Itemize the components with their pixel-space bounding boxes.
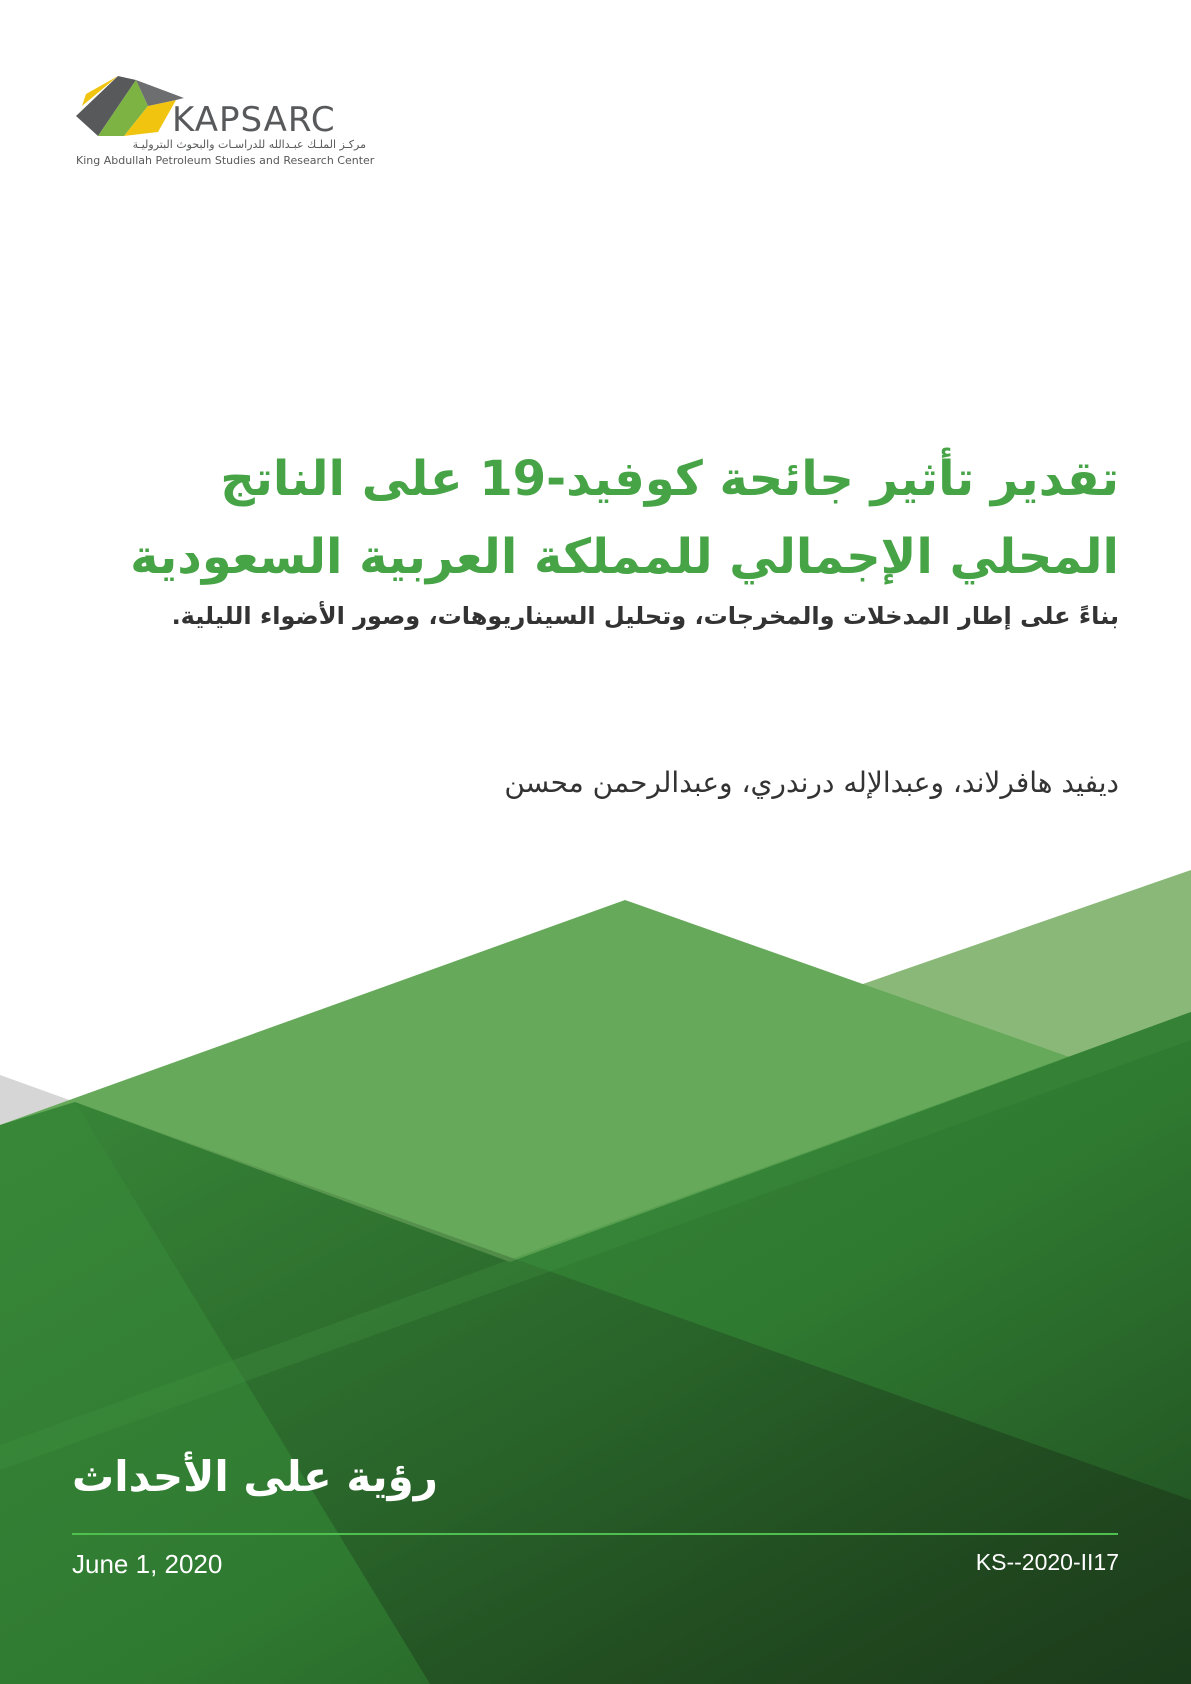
logo-english-name: King Abdullah Petroleum Studies and Research Center bbox=[76, 154, 375, 167]
report-title-line-2: المحلي الإجمالي للمملكة العربية السعودية bbox=[130, 529, 1119, 585]
report-subtitle: بناءً على إطار المدخلات والمخرجات، وتحليل السيناريوهات، وصور الأضواء الليلية. bbox=[171, 602, 1119, 630]
footer-divider bbox=[72, 1533, 1118, 1535]
series-name: رؤية على الأحداث bbox=[72, 1452, 438, 1501]
logo-arabic-name: مركـز الملـك عبـدالله للدراسـات والبحوث البتروليـة bbox=[132, 138, 366, 151]
report-title bbox=[59, 440, 1119, 596]
publication-date: June 1, 2020 bbox=[72, 1549, 223, 1579]
document-id: KS--2020-II17 bbox=[975, 1549, 1119, 1575]
report-title-line-1: تقدير تأثير جائحة كوفيد-19 على الناتج bbox=[220, 451, 1119, 507]
report-authors: ديفيد هافرلاند، وعبدالإله درندري، وعبدالرحمن محسن bbox=[504, 766, 1119, 799]
kapsarc-logo-mark bbox=[76, 76, 186, 136]
kapsarc-wordmark: KAPSARC bbox=[172, 100, 336, 140]
kapsarc-logo bbox=[76, 76, 376, 172]
